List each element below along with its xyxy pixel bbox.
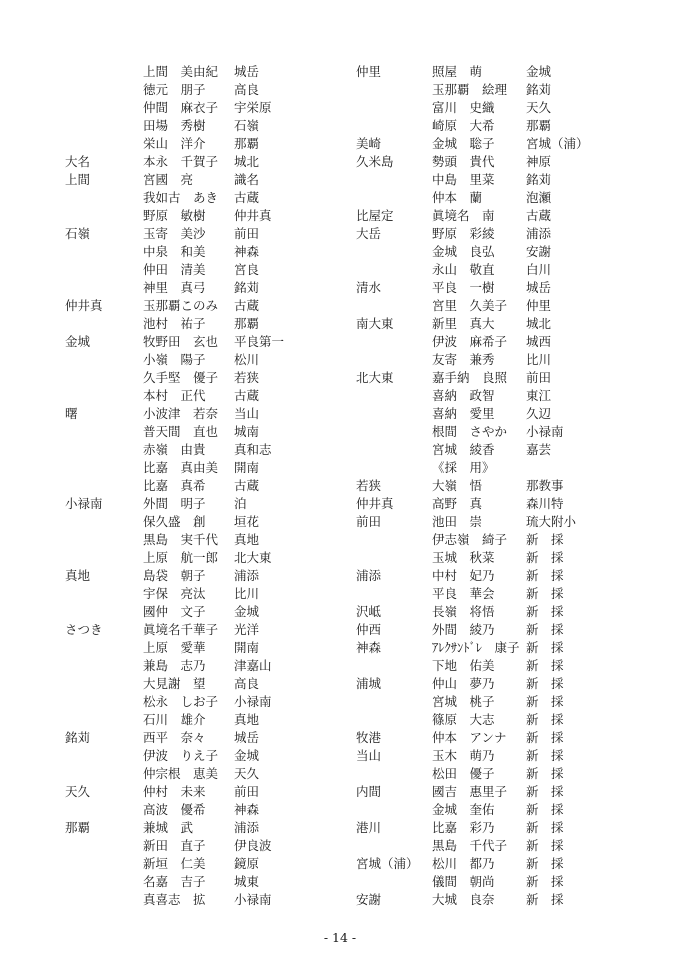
person-name: 喜納 愛里 [432, 406, 495, 421]
person-name: 下地 佑美 [432, 658, 495, 673]
school-from: 清水 [356, 280, 382, 295]
school-to: 金城 [234, 748, 260, 763]
school-to: 那覇 [526, 118, 552, 133]
school-to: 城北 [234, 154, 260, 169]
person-name: 《採 用》 [432, 460, 495, 475]
person-name: 普天間 直也 [143, 424, 219, 439]
person-name: 玉那覇 絵理 [432, 82, 508, 97]
school-to: 新 採 [526, 748, 564, 763]
person-name: 松永 しお子 [143, 694, 219, 709]
school-to: 新 採 [526, 784, 564, 799]
school-from: 銘苅 [65, 730, 91, 745]
person-name: 大城 良奈 [432, 892, 495, 907]
person-name: 西平 奈々 [143, 730, 206, 745]
school-to: 高良 [234, 82, 260, 97]
person-name: 本永 千賀子 [143, 154, 219, 169]
person-name: 名嘉 吉子 [143, 874, 206, 889]
school-from: 仲西 [356, 622, 382, 637]
school-to: 光洋 [234, 622, 260, 637]
school-to: 古蔵 [234, 388, 260, 403]
school-to: 真和志 [234, 442, 272, 457]
school-to: 古蔵 [234, 190, 260, 205]
person-name: 根間 さやか [432, 424, 508, 439]
person-name: 勢頭 貴代 [432, 154, 495, 169]
person-name: 玉木 萌乃 [432, 748, 495, 763]
school-to: 古蔵 [526, 208, 552, 223]
person-name: 金城 聡子 [432, 136, 495, 151]
person-name: 宮里 久美子 [432, 298, 508, 313]
person-name: 崎原 大希 [432, 118, 495, 133]
school-to: 仲里 [526, 298, 552, 313]
school-from: 神森 [356, 640, 382, 655]
person-name: 新垣 仁美 [143, 856, 206, 871]
school-to: 城北 [526, 316, 552, 331]
person-name: 我如古 あき [143, 190, 219, 205]
school-to: 比川 [234, 586, 260, 601]
school-to: 前田 [234, 784, 260, 799]
school-from: 仲井真 [65, 298, 103, 313]
school-to: 銘苅 [234, 280, 260, 295]
school-to: 城東 [234, 874, 260, 889]
school-to: 新 採 [526, 874, 564, 889]
school-to: 城西 [526, 334, 552, 349]
person-name: 國仲 文子 [143, 604, 206, 619]
school-to: 新 採 [526, 802, 564, 817]
person-name: ｱﾚｸｻﾝﾄﾞﾚ 康子 [432, 640, 520, 655]
person-name: 比嘉 真希 [143, 478, 206, 493]
person-name: 石川 雄介 [143, 712, 206, 727]
school-to: 比川 [526, 352, 552, 367]
school-to: 浦添 [234, 568, 260, 583]
school-from: 内間 [356, 784, 382, 799]
person-name: 大見謝 望 [143, 676, 206, 691]
school-from: 小禄南 [65, 496, 103, 511]
school-to: 嘉芸 [526, 442, 552, 457]
school-to: 泊 [234, 496, 247, 511]
school-to: 宮城（浦） [526, 136, 589, 151]
person-name: 大嶺 悟 [432, 478, 483, 493]
school-from: 金城 [65, 334, 91, 349]
school-to: 森川特 [526, 496, 564, 511]
school-to: 若狭 [234, 370, 260, 385]
school-to: 城岳 [234, 64, 260, 79]
school-to: 那覇 [234, 136, 260, 151]
person-name: 松川 都乃 [432, 856, 495, 871]
school-to: 泡瀬 [526, 190, 552, 205]
school-from: 久米島 [356, 154, 394, 169]
school-to: 那覇 [234, 316, 260, 331]
person-name: 仲本 蘭 [432, 190, 483, 205]
person-name: 神里 真弓 [143, 280, 206, 295]
school-to: 宮良 [234, 262, 260, 277]
person-name: 玉城 秋菜 [432, 550, 495, 565]
person-name: 眞境名 南 [432, 208, 495, 223]
school-to: 古蔵 [234, 298, 260, 313]
school-to: 新 採 [526, 604, 564, 619]
person-name: 平良 一樹 [432, 280, 495, 295]
person-name: 照屋 萌 [432, 64, 483, 79]
school-to: 金城 [526, 64, 552, 79]
person-name: 野原 彩綾 [432, 226, 495, 241]
school-from: 牧港 [356, 730, 382, 745]
person-name: 宮國 亮 [143, 172, 194, 187]
school-to: 白川 [526, 262, 552, 277]
person-name: 仲山 夢乃 [432, 676, 495, 691]
school-to: 小禄南 [526, 424, 564, 439]
school-to: 城岳 [234, 730, 260, 745]
school-to: 鏡原 [234, 856, 260, 871]
school-to: 天久 [234, 766, 260, 781]
school-to: 新 採 [526, 820, 564, 835]
person-name: 島袋 朝子 [143, 568, 206, 583]
school-to: 平良第一 [234, 334, 285, 349]
person-name: 黒島 千代子 [432, 838, 508, 853]
school-to: 新 採 [526, 838, 564, 853]
person-name: 上原 航一郎 [143, 550, 219, 565]
school-to: 前田 [234, 226, 260, 241]
school-to: 石嶺 [234, 118, 260, 133]
school-to: 新 採 [526, 622, 564, 637]
person-name: 外間 明子 [143, 496, 206, 511]
school-to: 神森 [234, 244, 260, 259]
school-from: 真地 [65, 568, 91, 583]
school-from: 石嶺 [65, 226, 91, 241]
school-to: 新 採 [526, 658, 564, 673]
school-to: 新 採 [526, 856, 564, 871]
person-name: 國吉 惠里子 [432, 784, 508, 799]
person-name: 真喜志 拡 [143, 892, 206, 907]
person-name: 比嘉 真由美 [143, 460, 219, 475]
school-to: 銘苅 [526, 172, 552, 187]
school-to: 新 採 [526, 730, 564, 745]
school-to: 前田 [526, 370, 552, 385]
person-name: 富川 史織 [432, 100, 495, 115]
person-name: 本村 正代 [143, 388, 206, 403]
person-name: 宮城 綾香 [432, 442, 495, 457]
school-to: 識名 [234, 172, 260, 187]
school-from: 大名 [65, 154, 91, 169]
person-name: 伊波 りえ子 [143, 748, 219, 763]
school-to: 真地 [234, 532, 260, 547]
school-to: 銘苅 [526, 82, 552, 97]
person-name: 野原 敏樹 [143, 208, 206, 223]
school-to: 当山 [234, 406, 260, 421]
school-from: 天久 [65, 784, 91, 799]
person-name: 上間 美由紀 [143, 64, 219, 79]
school-to: 新 採 [526, 676, 564, 691]
school-to: 高良 [234, 676, 260, 691]
person-name: 永山 敬直 [432, 262, 495, 277]
school-to: 開南 [234, 640, 260, 655]
school-from: 北大東 [356, 370, 394, 385]
person-name: 金城 奎佑 [432, 802, 495, 817]
school-to: 金城 [234, 604, 260, 619]
person-name: 栄山 洋介 [143, 136, 206, 151]
school-from: 仲里 [356, 64, 382, 79]
school-from: 曙 [65, 406, 78, 421]
school-to: 新 採 [526, 586, 564, 601]
person-name: 伊志嶺 綺子 [432, 532, 508, 547]
person-name: 嘉手納 良照 [432, 370, 508, 385]
person-name: 仲間 麻衣子 [143, 100, 219, 115]
school-from: さつき [65, 622, 103, 637]
person-name: 黒島 実千代 [143, 532, 219, 547]
person-name: 赤嶺 由貴 [143, 442, 206, 457]
person-name: 中島 里菜 [432, 172, 495, 187]
person-name: 篠原 大志 [432, 712, 495, 727]
school-to: 城南 [234, 424, 260, 439]
person-name: 小嶺 陽子 [143, 352, 206, 367]
school-from: 港川 [356, 820, 382, 835]
person-name: 兼島 志乃 [143, 658, 206, 673]
school-from: 上間 [65, 172, 91, 187]
person-name: 池田 崇 [432, 514, 483, 529]
school-to: 垣花 [234, 514, 260, 529]
school-to: 仲井真 [234, 208, 272, 223]
school-from: 浦城 [356, 676, 382, 691]
school-to: 新 採 [526, 550, 564, 565]
school-to: 神森 [234, 802, 260, 817]
school-to: 新 採 [526, 766, 564, 781]
school-to: 小禄南 [234, 694, 272, 709]
school-to: 新 採 [526, 694, 564, 709]
school-from: 美崎 [356, 136, 382, 151]
person-name: 高波 優希 [143, 802, 206, 817]
school-to: 真地 [234, 712, 260, 727]
school-from: 若狭 [356, 478, 382, 493]
school-to: 津嘉山 [234, 658, 272, 673]
person-name: 宮城 桃子 [432, 694, 495, 709]
school-from: 比屋定 [356, 208, 394, 223]
person-name: 金城 良弘 [432, 244, 495, 259]
person-name: 長嶺 将悟 [432, 604, 495, 619]
person-name: 伊波 麻希子 [432, 334, 508, 349]
person-name: 高野 真 [432, 496, 483, 511]
school-from: 当山 [356, 748, 382, 763]
person-name: 宇保 亮汰 [143, 586, 206, 601]
person-name: 仲村 未来 [143, 784, 206, 799]
school-to: 松川 [234, 352, 260, 367]
person-name: 儀間 朝尚 [432, 874, 495, 889]
school-to: 久辺 [526, 406, 552, 421]
person-name: 比嘉 彩乃 [432, 820, 495, 835]
school-to: 新 採 [526, 568, 564, 583]
person-name: 仲本 アンナ [432, 730, 507, 745]
person-name: 外間 綾乃 [432, 622, 495, 637]
person-name: 中村 妃乃 [432, 568, 495, 583]
person-name: 上原 愛華 [143, 640, 206, 655]
person-name: 仲田 清美 [143, 262, 206, 277]
person-name: 新田 直子 [143, 838, 206, 853]
school-from: 南大東 [356, 316, 394, 331]
school-to: 天久 [526, 100, 552, 115]
school-to: 東江 [526, 388, 552, 403]
school-to: 新 採 [526, 640, 564, 655]
school-from: 前田 [356, 514, 382, 529]
school-to: 北大東 [234, 550, 272, 565]
school-from: 那覇 [65, 820, 91, 835]
person-name: 保久盛 創 [143, 514, 206, 529]
person-name: 久手堅 優子 [143, 370, 219, 385]
school-from: 宮城（浦） [356, 856, 419, 871]
school-to: 新 採 [526, 532, 564, 547]
person-name: 牧野田 玄也 [143, 334, 219, 349]
school-to: 浦添 [234, 820, 260, 835]
person-name: 眞境名千華子 [143, 622, 219, 637]
school-to: 小禄南 [234, 892, 272, 907]
page-number: - 14 - [323, 930, 357, 945]
school-to: 城岳 [526, 280, 552, 295]
school-from: 沢岻 [356, 604, 382, 619]
person-name: 友寄 兼秀 [432, 352, 495, 367]
school-from: 浦添 [356, 568, 382, 583]
person-name: 喜納 政智 [432, 388, 495, 403]
person-name: 小波津 若奈 [143, 406, 219, 421]
school-to: 那教事 [526, 478, 564, 493]
person-name: 平良 華会 [432, 586, 495, 601]
person-name: 玉那覇このみ [143, 298, 219, 313]
school-to: 宇栄原 [234, 100, 272, 115]
school-to: 琉大附小 [526, 514, 577, 529]
person-name: 玉寄 美沙 [143, 226, 206, 241]
person-name: 田場 秀樹 [143, 118, 206, 133]
person-name: 池村 祐子 [143, 316, 206, 331]
school-from: 大岳 [356, 226, 382, 241]
person-name: 松田 優子 [432, 766, 495, 781]
school-to: 開南 [234, 460, 260, 475]
school-to: 浦添 [526, 226, 552, 241]
school-from: 仲井真 [356, 496, 394, 511]
person-name: 兼城 武 [143, 820, 194, 835]
school-to: 伊良波 [234, 838, 272, 853]
school-to: 神原 [526, 154, 552, 169]
school-to: 新 採 [526, 892, 564, 907]
school-from: 安謝 [356, 892, 382, 907]
school-to: 古蔵 [234, 478, 260, 493]
person-name: 仲宗根 恵美 [143, 766, 219, 781]
school-to: 新 採 [526, 712, 564, 727]
person-name: 徳元 朋子 [143, 82, 206, 97]
school-to: 安謝 [526, 244, 552, 259]
person-name: 中泉 和美 [143, 244, 206, 259]
person-name: 新里 真大 [432, 316, 495, 331]
